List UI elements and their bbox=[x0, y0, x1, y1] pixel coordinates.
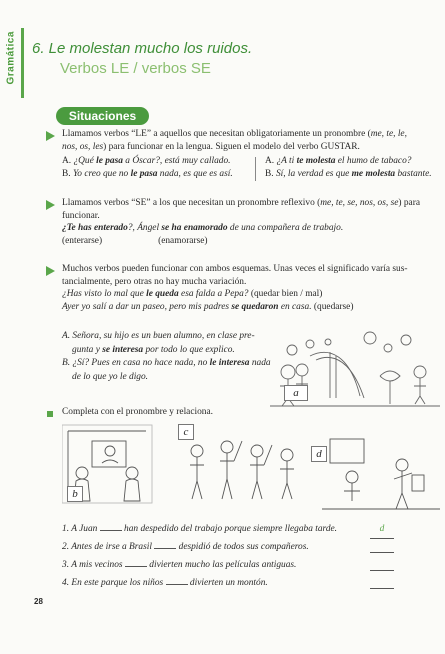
blank-input[interactable] bbox=[125, 557, 147, 567]
exercise-item: 2. Antes de irse a Brasil despidió de todos sus compañeros. bbox=[62, 538, 442, 556]
answer-field[interactable] bbox=[370, 538, 394, 553]
exercise-item: 1. A Juan han despedido del trabajo porque siempre llegaba tarde. d bbox=[62, 520, 442, 538]
exercise-item: 4. En este parque los niños divierten un montón. bbox=[62, 574, 442, 592]
arrow-bullet-icon bbox=[46, 200, 55, 210]
blank-input[interactable] bbox=[154, 539, 176, 549]
dialogue-text: A. Señora, su hijo es un buen alumno, en clase pre- gunta y se interesa por todo lo que explico. B. ¿Sí? Pues en casa no hace nada, no le interesa nada de lo que yo le digo. bbox=[62, 331, 271, 382]
rule3-text: Muchos verbos pueden funcionar con ambos esquemas. Unas veces el significado varía sus- tancialmente, pero otras no hay mucha variación. ¿Has visto lo mal que le queda esa falda a Pepa? (quedar bien / mal) Ayer yo salí a dar un paseo, pero mis padres se quedaron en casa. (quedarse) bbox=[62, 264, 408, 312]
square-bullet-icon bbox=[47, 411, 53, 417]
answer-field[interactable]: d bbox=[370, 520, 394, 539]
answer-field[interactable] bbox=[370, 556, 394, 571]
unit-title: 6. Le molestan mucho los ruidos. bbox=[32, 40, 253, 57]
answer-box-a: a bbox=[284, 385, 308, 401]
exercise-item: 3. A mis vecinos divierten mucho las películas antiguas. bbox=[62, 556, 442, 574]
arrow-bullet-icon bbox=[46, 131, 55, 141]
exercise-illustrations bbox=[62, 421, 440, 513]
answer-box-d: d bbox=[311, 446, 327, 462]
exercise-items bbox=[62, 520, 442, 592]
sidebar-label: Gramática bbox=[5, 31, 17, 85]
page-number: 28 bbox=[34, 597, 43, 606]
answer-box-b: b bbox=[67, 486, 83, 502]
rule1-example-right: A. ¿A ti te molesta el humo de tabaco? B. Sí, la verdad es que me molesta bastante. bbox=[265, 156, 432, 179]
example-divider bbox=[255, 157, 256, 181]
exercise-instruction: Completa con el pronombre y relaciona. bbox=[62, 407, 213, 417]
arrow-bullet-icon bbox=[46, 266, 55, 276]
rule1-text: Llamamos verbos “LE” a aquellos que necesitan obligatoriamente un pronombre (me, te, le, nos, os, les) para funcionar en la lengua. Siguen el modelo del verbo GUSTAR. bbox=[62, 129, 407, 152]
blank-input[interactable] bbox=[100, 521, 122, 531]
sidebar-accent-bar bbox=[21, 28, 24, 98]
rule1-example-left: A. ¿Qué le pasa a Óscar?, está muy callado. B. Yo creo que no le pasa nada, es que es así. bbox=[62, 156, 233, 179]
answer-field[interactable] bbox=[370, 574, 394, 589]
answer-box-c: c bbox=[178, 424, 194, 440]
unit-subtitle: Verbos LE / verbos SE bbox=[60, 60, 211, 77]
rule2-text: Llamamos verbos “SE” a los que necesitan un pronombre reflexivo (me, te, se, nos, os, se) para funcionar. ¿Te has enterado?, Ángel se ha enamorado de una compañera de trabajo. (enterarse) (enamorarse) bbox=[62, 198, 420, 246]
section-badge: Situaciones bbox=[56, 107, 149, 125]
blank-input[interactable] bbox=[166, 575, 188, 585]
